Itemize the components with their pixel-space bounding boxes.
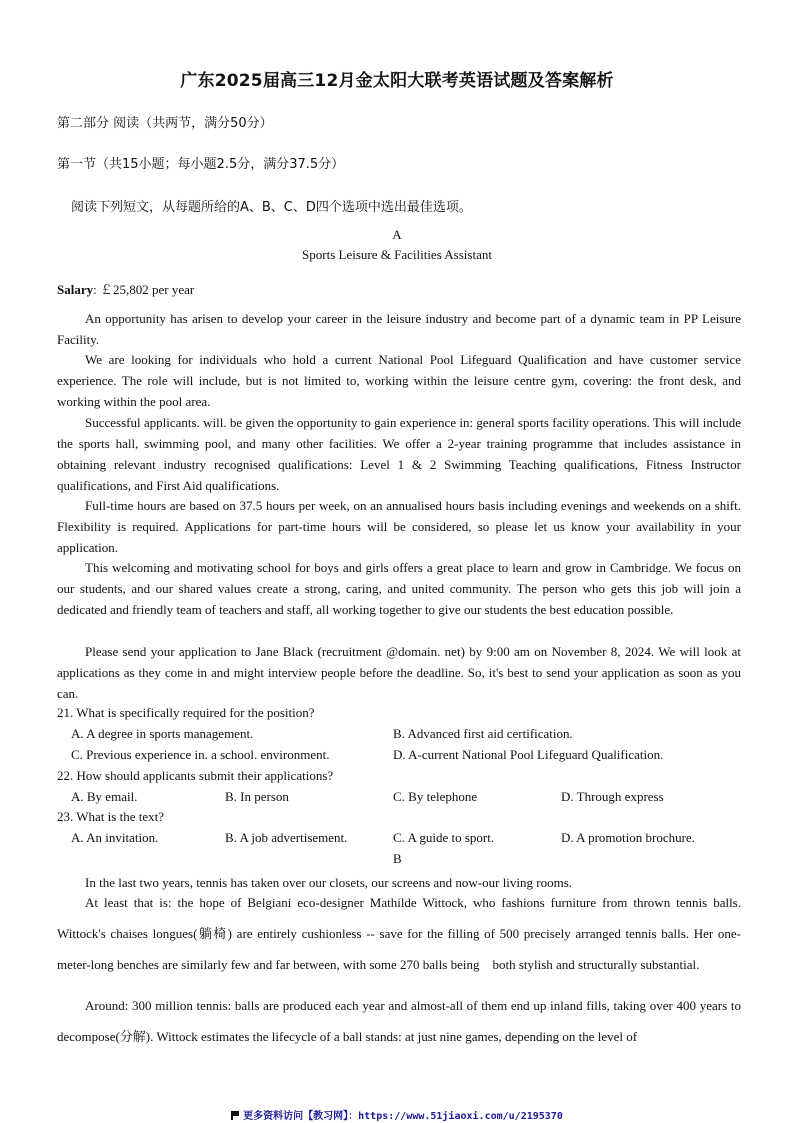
salary-line <box>57 279 194 298</box>
question-23-option-d: D. A promotion brochure. <box>561 830 695 845</box>
question-22-option-b: B. In person <box>225 789 289 804</box>
passage-a-paragraph-2: We are looking for individuals who hold a current National Pool Lifeguard Qualification and have customer service experience. The role will include, but is not limited to, working within the leisure centre gym, covering: the front desk, and working within the pool area. <box>57 352 741 409</box>
question-21-option-c: C. Previous experience in. a school. environment. <box>71 747 330 762</box>
question-23-stem: 23. What is the text? <box>57 809 164 824</box>
instruction-text: 阅读下列短文，从每题所给的A、B、C、D四个选项中选出最佳选项。 <box>71 200 472 215</box>
question-23-option-a: A. An invitation. <box>71 830 159 845</box>
question-23-option-b: B. A job advertisement. <box>225 830 348 845</box>
passage-a-paragraph-5: This welcoming and motivating school for boys and girls offers a great place to learn and grow in Cambridge. We focus on our students, and our shared values create a strong, caring, and united community. The person who gets this job will join a dedicated and friendly team of teachers and staff, all working together to give our students the best education possible. <box>57 560 741 617</box>
footer-link[interactable] <box>0 1107 794 1122</box>
passage-a-heading: Sports Leisure & Facilities Assistant <box>302 247 492 262</box>
section-heading: 第一节（共15小题；每小题2.5分，满分37.5分） <box>57 157 345 172</box>
passage-a-paragraph-4: Full-time hours are based on 37.5 hours per week, on an annualised hours basis including evenings and weekends on a shift. Flexibility is required. Applications for part-time hours will be considered, so please let us know your availability in your application. <box>57 498 741 555</box>
question-21-option-d: D. A-current National Pool Lifeguard Qualification. <box>393 747 664 762</box>
passage-b-letter: B <box>393 851 402 866</box>
question-21-option-b: B. Advanced first aid certification. <box>393 726 573 741</box>
question-21-option-a: A. A degree in sports management. <box>71 726 254 741</box>
question-22-option-d: D. Through express <box>561 789 664 804</box>
question-22-option-c: C. By telephone <box>393 789 478 804</box>
passage-b-paragraph-1: In the last two years, tennis has taken over our closets, our screens and now-our living rooms. <box>85 875 573 890</box>
salary-value: : ￡25,802 per year <box>93 282 195 297</box>
question-22-option-a: A. By email. <box>71 789 138 804</box>
question-21-stem: 21. What is specifically required for the position? <box>57 705 315 720</box>
passage-a-letter: A <box>392 227 402 242</box>
passage-b-paragraph-3: Around: 300 million tennis: balls are produced each year and almost-all of them end up inland fills, taking over 400 years to decompose(分解). Wittock estimates the lifecycle of a ball stands: at just nine games, depending on the level of <box>57 998 741 1044</box>
passage-b-paragraph-2: At least that is: the hope of Belgiani eco-designer Mathilde Wittock, who fashions furniture from thrown tennis balls. Wittock's chaises longues(躺椅) are entirely cushionless -- save for the filling of 500 precisely arranged tennis balls. Her one-meter-long benches are similarly few and far between, with some 270 balls being both stylish and structurally substantial. <box>57 895 741 972</box>
footer-text: 更多资料访问【教习网】：https://www.51jiaoxi.com/u/2195370 <box>243 1111 563 1122</box>
part-heading: 第二部分 阅读（共两节，满分50分） <box>57 116 273 131</box>
question-22-stem: 22. How should applicants submit their applications? <box>57 768 334 783</box>
salary-label: Salary <box>57 282 94 297</box>
passage-a-paragraph-3: Successful applicants. will. be given the opportunity to gain experience in: general sports facility operations. This will include the sports hall, swimming pool, and many other facilities. We offer a 2-year training programme that includes assistance in obtaining relevant industry recognised qualifications: Level 1 & 2 Swimming Teaching qualifications, Fitness Instructor qualifications, and First Aid qualifications. <box>57 415 741 493</box>
page-title: 广东2025届高三12月金太阳大联考英语试题及答案解析 <box>180 71 614 91</box>
passage-a-paragraph-1: An opportunity has arisen to develop your career in the leisure industry and become part of a dynamic team in PP Leisure Facility. <box>57 311 741 347</box>
question-23-option-c: C. A guide to sport. <box>393 830 495 845</box>
flag-icon <box>231 1111 239 1120</box>
passage-a-paragraph-6: Please send your application to Jane Black (recruitment @domain. net) by 9:00 am on November 8, 2024. We will look at applications as they come in and might interview people before the deadline. So, it's best to send your application as soon as you can. <box>57 644 741 701</box>
